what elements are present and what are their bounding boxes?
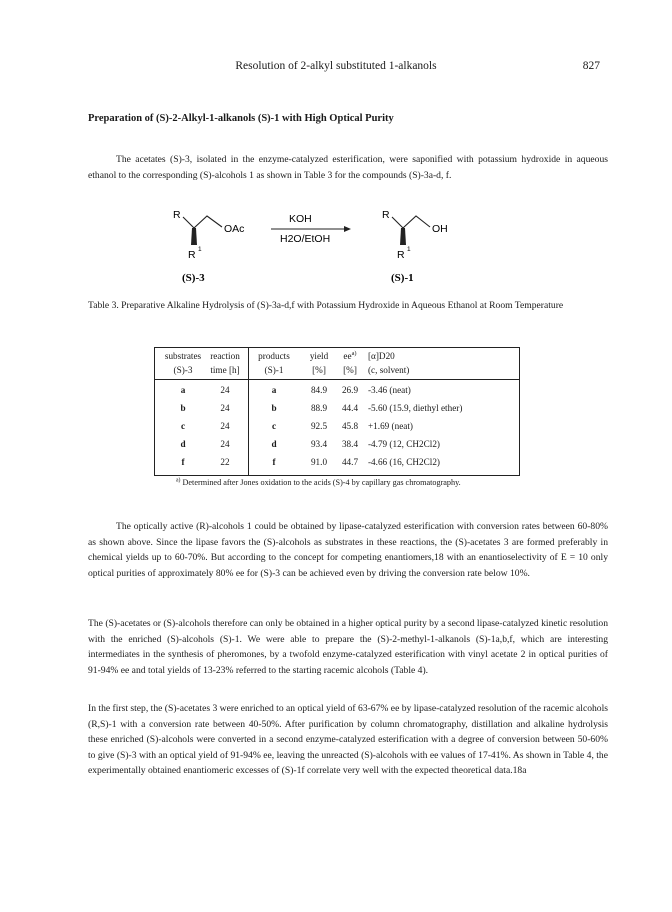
section-heading: Preparation of (S)-2-Alkyl-1-alkanols (S)-1 with High Optical Purity	[88, 113, 394, 124]
reagent-koh: KOH	[289, 213, 312, 225]
table-cell: 38.4	[341, 439, 359, 449]
header-reaction: reaction	[210, 351, 240, 361]
table-cell: -5.60 (15.9, diethyl ether)	[368, 403, 463, 413]
table-cell: 24	[220, 421, 230, 431]
table-3	[154, 347, 520, 476]
header-products: products	[258, 351, 290, 361]
header-products-sub: (S)-1	[264, 365, 284, 375]
reaction-scheme-drawing	[0, 200, 672, 290]
paragraph-1: The acetates (S)-3, isolated in the enzyme-catalyzed esterification, were saponified with potassium hydroxide in aqueous ethanol to the corresponding (S)-alcohols 1 as shown in Table 3 for the compounds (S)-3a-d, f.	[88, 154, 608, 181]
table-cell: 44.7	[341, 457, 359, 467]
header-substrates-sub: (S)-3	[173, 365, 193, 375]
page-number: 827	[582, 60, 600, 72]
table-cell: 24	[220, 403, 230, 413]
table-caption: Table 3. Preparative Alkaline Hydrolysis of (S)-3a-d,f with Potassium Hydroxide in Aqueous Ethanol at Room Temperature	[88, 300, 564, 311]
table-cell: -3.46 (neat)	[368, 385, 411, 395]
left-r1-substituent: R	[188, 249, 196, 261]
table-cell: d	[271, 439, 277, 449]
header-rotation-sub: (c, solvent)	[368, 365, 410, 375]
table-cell: a	[271, 385, 277, 395]
left-r-substituent: R	[173, 209, 181, 221]
left-carbon-chain	[183, 216, 222, 228]
header-yield: yield	[309, 351, 329, 361]
reaction-scheme	[0, 200, 672, 290]
table-cell: c	[271, 421, 277, 431]
paragraph-4: In the first step, the (S)-acetates 3 were enriched to an optical yield of 63-67% ee by lipase-catalyzed resolution of the racemic alcohols (R,S)-1 with a conversion rate between 40-50%. After purification by column chromatography, distillation and alkaline hydrolysis these enriched (S)-alcohols were converted in a second enzyme-catalyzed esterification with a degree of conversion between 50-60% to give (S)-3 with an optical yield of 91-94% ee, leaving the unreacted (S)-alcohols with ee values of 17-41%. As shown in Table 4, the experimentally obtained enantiomeric excesses of (S)-1f correlate very well with the expected theoretical data.18a	[88, 703, 608, 777]
right-compound-label: (S)-1	[391, 272, 414, 284]
table-cell: 45.8	[341, 421, 359, 431]
table-cell: -4.79 (12, CH2Cl2)	[368, 439, 440, 449]
table-cell: 24	[220, 385, 230, 395]
header-ee-unit: [%]	[343, 365, 357, 375]
header-yield-unit: [%]	[312, 365, 326, 375]
table-cell: 93.4	[310, 439, 328, 449]
table-cell: b	[180, 403, 186, 413]
header-ee	[335, 351, 365, 361]
header-substrates: substrates	[164, 351, 202, 361]
table-cell: d	[180, 439, 186, 449]
right-wedge-bond	[400, 228, 406, 245]
left-r1-superscript: 1	[198, 246, 202, 253]
table-divider-header	[155, 379, 519, 380]
right-hydroxyl-group: OH	[432, 223, 448, 235]
header-rotation: [α]D20	[368, 351, 395, 361]
table-cell: 88.9	[310, 403, 328, 413]
running-head: Resolution of 2-alkyl substituted 1-alkanols	[235, 60, 437, 72]
left-compound-label: (S)-3	[182, 272, 205, 284]
table-cell: 92.5	[310, 421, 328, 431]
footnote-text: Determined after Jones oxidation to the acids (S)-4 by capillary gas chromatography.	[182, 478, 461, 487]
table-cell: 84.9	[310, 385, 328, 395]
table-cell: 44.4	[341, 403, 359, 413]
left-acetate-group: OAc	[224, 223, 245, 235]
table-footnote	[176, 478, 461, 487]
footnote-mark: a)	[176, 477, 181, 484]
table-cell: c	[180, 421, 186, 431]
right-r-substituent: R	[382, 209, 390, 221]
header-time-sub: time [h]	[210, 365, 240, 375]
right-r1-superscript: 1	[407, 246, 411, 253]
header-ee-footnote-mark: a)	[351, 349, 357, 357]
table-cell: 24	[220, 439, 230, 449]
table-cell: a	[180, 385, 186, 395]
table-cell: f	[181, 457, 185, 467]
right-carbon-chain	[392, 216, 430, 228]
header-ee-label: ee	[343, 351, 352, 361]
table-cell: b	[271, 403, 277, 413]
table-cell: 22	[220, 457, 230, 467]
table-cell: f	[272, 457, 276, 467]
table-cell: 26.9	[341, 385, 359, 395]
right-r1-substituent: R	[397, 249, 405, 261]
table-cell: 91.0	[310, 457, 328, 467]
paragraph-2: The optically active (R)-alcohols 1 could be obtained by lipase-catalyzed esterification with conversion rates between 60-80% as shown above. Since the lipase favors the (S)-alcohols as substrates in these reactions, the (S)-acetates 3 are formed preferably in chemical yields up to 60-70%. But according to the concept for competing enantiomers,18 with an enantioselectivity of E = 10 only optical purities of approximately 80% ee for (S)-3 can be achieved even by driving the conversion rate below 10%.	[88, 521, 608, 579]
table-cell: -4.66 (16, CH2Cl2)	[368, 457, 440, 467]
paragraph-3: The (S)-acetates or (S)-alcohols therefore can only be obtained in a higher optical purity by a second lipase-catalyzed kinetic resolution with the enriched (S)-alcohols (S)-1. We were able to prepare the (S)-2-methyl-1-alkanols (S)-1a,b,f, which are interesting intermediates in the synthesis of pheromones, by a twofold enzyme-catalyzed esterification with vinyl acetate 2 in optical purities of 91-94% ee and total yields of 13-23% referred to the starting racemic alcohols (Table 4).	[88, 618, 608, 676]
reaction-arrowhead	[344, 226, 351, 232]
left-wedge-bond	[191, 228, 197, 245]
table-cell: +1.69 (neat)	[368, 421, 413, 431]
reagent-solvent: H2O/EtOH	[280, 233, 331, 245]
